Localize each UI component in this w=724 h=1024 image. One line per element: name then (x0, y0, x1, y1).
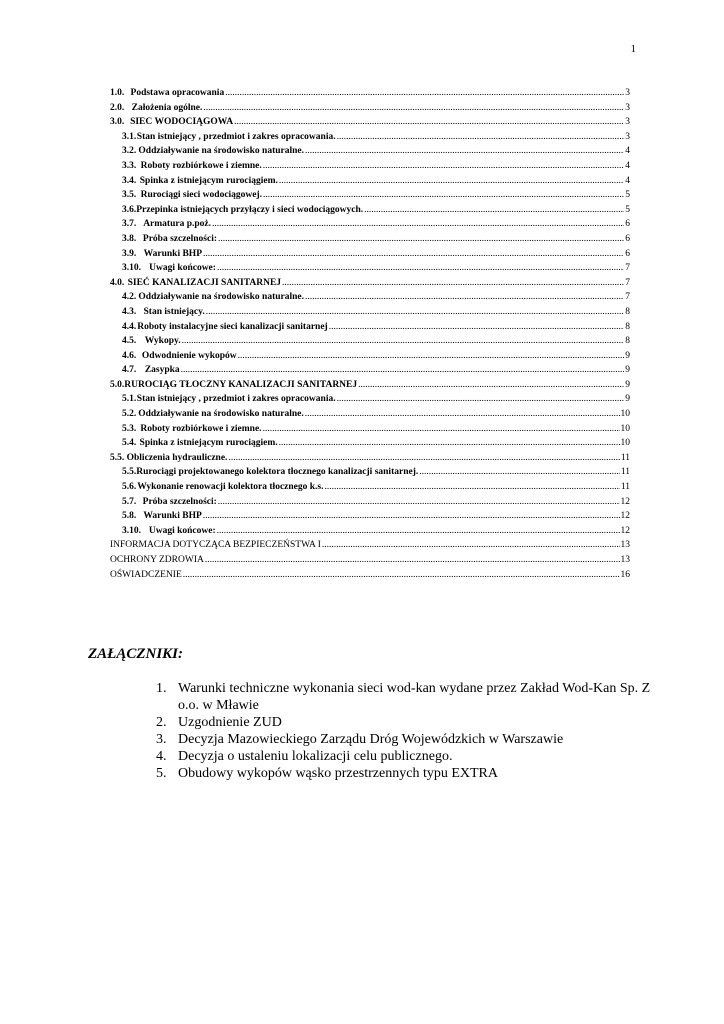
toc-leader-dots (364, 203, 624, 218)
toc-entry (110, 495, 630, 510)
attachment-item (156, 748, 656, 765)
toc-entry (110, 378, 630, 393)
toc-entry-number: 4.7. (122, 365, 137, 376)
toc-entry-title: Armatura p.poż. (143, 219, 212, 230)
toc-entry (110, 349, 630, 364)
attachment-text: Warunki techniczne wykonania sieci wod-kan wydane przez Zakład Wod-Kan Sp. Z o.o. w Mławie (178, 681, 651, 713)
toc-entry-number: 3.4. (122, 175, 137, 186)
toc-entry-title: Rurociągi projektowanego kolektora tłocznego kanalizacji sanitarnej. (136, 467, 419, 478)
toc-entry-title: Oddziaływanie na środowisko naturalne. (138, 409, 304, 420)
toc-leader-dots (325, 480, 620, 495)
toc-leader-dots (419, 465, 620, 480)
toc-entry-number: 4.2. (122, 292, 137, 303)
toc-entry-title: Roboty rozbiórkowe i ziemne. (140, 160, 262, 171)
table-of-contents (110, 86, 630, 582)
toc-entry-page: 6 (625, 233, 630, 244)
toc-entry-number: 4.4. (122, 321, 137, 332)
attachment-number: 5. (156, 766, 167, 781)
toc-entry-title: Spinka z istniejącym rurociągiem. (139, 438, 278, 449)
toc-entry-page: 11 (620, 452, 630, 463)
attachment-item (156, 731, 656, 748)
toc-entry (110, 436, 630, 451)
toc-entry-title: Spinka z istniejącym rurociągiem. (139, 175, 278, 186)
toc-entry (110, 130, 630, 145)
attachment-item (156, 680, 656, 714)
toc-entry (110, 188, 630, 203)
toc-entry (110, 276, 630, 291)
toc-leader-dots (206, 305, 625, 320)
attachment-number: 1. (156, 681, 167, 696)
toc-leader-dots (305, 407, 620, 422)
toc-entry-title: Stan istniejący , przedmiot i zakres opracowania. (136, 131, 336, 142)
toc-entry (110, 115, 630, 130)
toc-entry-number: 4.6. (122, 350, 137, 361)
toc-entry-page: 12 (620, 525, 630, 536)
toc-leader-dots (218, 495, 620, 510)
toc-leader-dots (329, 320, 625, 335)
toc-leader-dots (282, 276, 624, 291)
toc-entry-number: 5.0. (110, 379, 125, 390)
toc-entry-title: Rurociągi sieci wodociągowej. (140, 190, 263, 201)
toc-entry-page: 4 (625, 146, 630, 157)
toc-entry-page: 7 (625, 277, 630, 288)
toc-entry-page: 12 (620, 496, 630, 507)
toc-entry-title: Przepinka istniejących przyłączy i sieci wodociągowych. (136, 204, 364, 215)
toc-entry-number: 4.5. (122, 336, 137, 347)
toc-entry (110, 232, 630, 247)
toc-entry (110, 568, 630, 583)
toc-entry-number: 3.9. (122, 248, 137, 259)
toc-entry-page: 11 (620, 467, 630, 478)
toc-leader-dots (234, 115, 624, 130)
toc-entry-page: 10 (620, 438, 630, 449)
toc-leader-dots (203, 101, 624, 116)
toc-entry-number: 3.5. (122, 190, 137, 201)
toc-entry-title: RUROCIĄG TŁOCZNY KANALIZACJI SANITARNEJ (124, 379, 358, 390)
toc-entry (110, 524, 630, 539)
attachment-text: Uzgodnienie ZUD (178, 715, 282, 730)
toc-entry-number: 5.2. (122, 409, 137, 420)
toc-entry-page: 5 (625, 190, 630, 201)
toc-entry-title: Założenia ogólne. (131, 102, 203, 113)
toc-entry (110, 159, 630, 174)
toc-leader-dots (322, 538, 620, 553)
toc-entry-title: Warunki BHP (143, 248, 202, 259)
toc-entry-number: 1.0. (110, 88, 125, 98)
toc-entry (110, 407, 630, 422)
toc-entry-title: Próba szczelności: (142, 496, 217, 507)
toc-entry-number: 3.0. (110, 117, 125, 128)
toc-entry-page: 9 (625, 394, 630, 405)
toc-leader-dots (337, 392, 625, 407)
toc-entry-number: 3.7. (122, 219, 137, 230)
toc-entry (110, 144, 630, 159)
attachment-number: 3. (156, 732, 167, 747)
toc-entry-title: Stan istniejący. (143, 306, 205, 317)
toc-entry-number: 3.10. (122, 525, 141, 536)
attachments-list (156, 680, 656, 782)
toc-entry-number: 5.7. (122, 496, 137, 507)
attachment-item (156, 714, 656, 731)
toc-entry (110, 86, 630, 101)
toc-entry (110, 320, 630, 335)
toc-entry-title: Stan istniejący , przedmiot i zakres opracowania. (136, 394, 336, 405)
toc-entry-number: 4.3. (122, 306, 137, 317)
toc-entry-page: 7 (625, 263, 630, 274)
toc-entry (110, 465, 630, 480)
toc-entry-number: 3.3. (122, 160, 137, 171)
toc-entry-title: SIEĆ KANALIZACJI SANITARNEJ (127, 277, 282, 288)
toc-entry-title: Podstawa opracowania (130, 88, 225, 98)
toc-entry-title: Uwagi końcowe: (148, 525, 216, 536)
toc-leader-dots (305, 290, 624, 305)
toc-entry-title: INFORMACJA DOTYCZĄCA BEZPIECZEŃSTWA I (110, 540, 321, 551)
toc-entry-number: 2.0. (110, 102, 125, 113)
page-number: 1 (630, 43, 636, 55)
toc-entry-page: 10 (620, 423, 630, 434)
toc-entry-page: 8 (625, 336, 630, 347)
toc-entry-number: 5.4. (122, 438, 137, 449)
toc-entry-title: OCHRONY ZDROWIA (110, 555, 204, 565)
toc-entry-page: 3 (625, 88, 630, 98)
toc-leader-dots (212, 217, 624, 232)
toc-entry (110, 538, 630, 553)
toc-entry (110, 305, 630, 320)
toc-entry-page: 3 (625, 102, 630, 113)
toc-entry (110, 174, 630, 189)
toc-entry-page: 8 (625, 306, 630, 317)
toc-entry-page: 13 (620, 555, 630, 565)
toc-leader-dots (358, 378, 624, 393)
attachment-item (156, 765, 656, 782)
toc-entry (110, 217, 630, 232)
toc-leader-dots (279, 436, 620, 451)
toc-entry-page: 8 (625, 321, 630, 332)
toc-entry (110, 261, 630, 276)
toc-entry-title: Oddziaływanie na środowisko naturalne. (138, 146, 304, 157)
attachment-text: Decyzja Mazowieckiego Zarządu Dróg Wojewódzkich w Warszawie (178, 732, 564, 747)
toc-leader-dots (225, 86, 624, 101)
toc-entry (110, 203, 630, 218)
toc-entry-page: 4 (625, 175, 630, 186)
attachment-text: Decyzja o ustaleniu lokalizacji celu publicznego. (178, 749, 453, 764)
toc-entry-number: 5.3. (122, 423, 137, 434)
toc-leader-dots (238, 349, 625, 364)
toc-entry (110, 101, 630, 116)
toc-entry-title: Roboty rozbiórkowe i ziemne. (140, 423, 262, 434)
toc-entry-title: Wykopy. (144, 336, 181, 347)
toc-leader-dots (203, 509, 620, 524)
toc-entry-number: 3.8. (122, 233, 137, 244)
toc-entry-page: 4 (625, 160, 630, 171)
toc-entry-page: 3 (625, 131, 630, 142)
toc-leader-dots (263, 159, 624, 174)
toc-entry-page: 6 (625, 248, 630, 259)
toc-entry-number: 5.8. (122, 511, 137, 522)
toc-entry (110, 247, 630, 262)
toc-entry-page: 13 (620, 540, 630, 551)
toc-leader-dots (218, 232, 624, 247)
toc-entry-number: 3.10. (122, 263, 141, 274)
toc-entry (110, 451, 630, 466)
toc-leader-dots (228, 451, 619, 466)
toc-leader-dots (217, 261, 624, 276)
toc-entry-page: 3 (625, 117, 630, 128)
toc-entry-title: Warunki BHP (143, 511, 202, 522)
toc-entry-page: 16 (620, 569, 630, 580)
toc-entry (110, 509, 630, 524)
toc-entry-page: 9 (625, 379, 630, 390)
toc-entry-title: Zasypka (144, 365, 180, 376)
attachment-number: 2. (156, 715, 167, 730)
toc-entry-title: Roboty instalacyjne sieci kanalizacji sanitarnej (137, 321, 328, 332)
attachment-text: Obudowy wykopów wąsko przestrzennych typu EXTRA (178, 766, 498, 781)
toc-leader-dots (205, 553, 620, 568)
toc-entry-title: SIEC WODOCIĄGOWA (130, 117, 234, 128)
toc-entry-number: 3.1. (122, 131, 137, 142)
toc-entry-page: 6 (625, 219, 630, 230)
toc-entry-title: OŚWIADCZENIE (110, 569, 182, 580)
toc-leader-dots (263, 188, 624, 203)
toc-leader-dots (181, 363, 625, 378)
attachment-number: 4. (156, 749, 167, 764)
toc-leader-dots (305, 144, 624, 159)
toc-entry-number: 4.0. (110, 277, 125, 288)
toc-entry (110, 422, 630, 437)
toc-entry-title: Oddziaływanie na środowisko naturalne. (138, 292, 304, 303)
toc-entry (110, 392, 630, 407)
toc-entry-page: 11 (620, 482, 630, 493)
toc-entry-number: 5.1. (122, 394, 137, 405)
toc-entry-page: 10 (620, 409, 630, 420)
toc-leader-dots (203, 247, 624, 262)
toc-entry (110, 553, 630, 568)
toc-entry-page: 9 (625, 365, 630, 376)
toc-leader-dots (279, 174, 624, 189)
toc-entry-title: Wykonanie renowacji kolektora tłocznego k.s. (137, 482, 324, 493)
toc-entry-number: 3.6. (122, 204, 137, 215)
toc-leader-dots (183, 568, 620, 583)
toc-leader-dots (217, 524, 620, 539)
toc-entry (110, 290, 630, 305)
toc-entry-page: 9 (625, 350, 630, 361)
toc-entry (110, 363, 630, 378)
toc-entry-title: Uwagi końcowe: (149, 263, 216, 274)
toc-entry-page: 7 (625, 292, 630, 303)
toc-entry (110, 480, 630, 495)
toc-entry-page: 12 (620, 511, 630, 522)
toc-entry-page: 5 (625, 204, 630, 215)
toc-leader-dots (182, 334, 625, 349)
toc-entry-number: 3.2. (122, 146, 137, 157)
toc-entry-number: 5.6. (122, 482, 137, 493)
toc-leader-dots (263, 422, 620, 437)
toc-entry-title: Odwodnienie wykopów (141, 350, 237, 361)
toc-entry (110, 334, 630, 349)
toc-entry-title: 5.5. Obliczenia hydrauliczne. (110, 452, 228, 463)
toc-leader-dots (337, 130, 625, 145)
toc-entry-number: 5.5. (122, 467, 137, 478)
toc-entry-title: Próba szczelności: (142, 233, 218, 244)
attachments-heading: ZAŁĄCZNIKI: (88, 646, 184, 662)
